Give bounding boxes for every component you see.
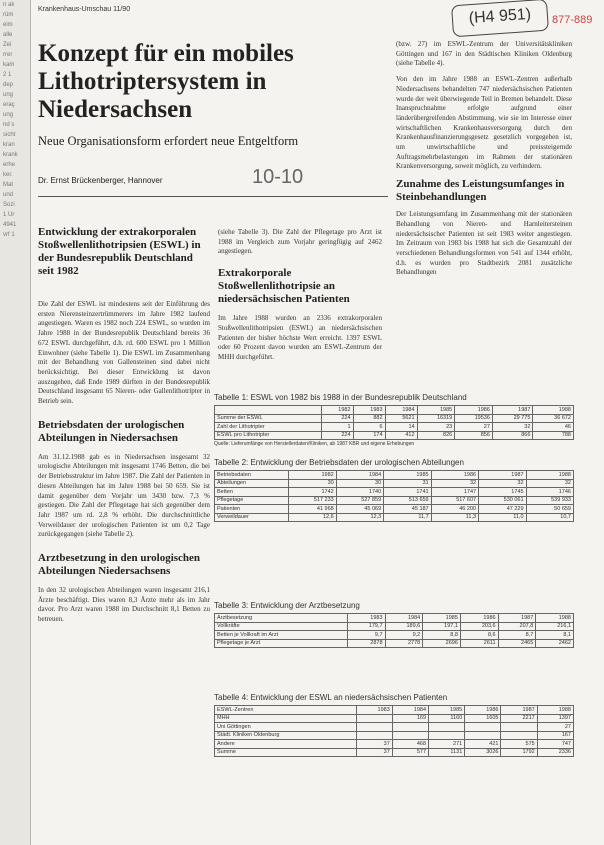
table-cell: 2462 [536, 639, 574, 648]
table-4 [214, 693, 574, 757]
table-cell: Pflegetage je Arzt [215, 639, 348, 648]
table-cell: Patienten [215, 505, 289, 514]
table-cell: 2778 [385, 639, 423, 648]
table-cell: 203,6 [460, 622, 498, 631]
table-cell: 10,7 [526, 513, 573, 522]
section-heading: Zunahme des Leistungsumfanges in Steinbehandlungen [396, 178, 565, 204]
paragraph: In den 32 urologischen Abteilungen waren insgesamt 216,1 Ärzte beschäftigt. Dies waren 8,3 Ärzte mehr als im Jahr davor. Pro Arzt waren 1988 im Durchschnitt 8,1 Betten zu betreuen. [38, 586, 210, 624]
table-cell: 1792 [501, 748, 537, 757]
table-cell: 747 [537, 740, 573, 749]
table-row [215, 431, 574, 440]
table-cell: 2878 [347, 639, 385, 648]
table-cell: 37 [356, 748, 392, 757]
table-cell: Summe der ESWL [215, 414, 322, 423]
data-table [214, 470, 574, 522]
table-cell: 216,1 [536, 622, 574, 631]
table-cell: 41 968 [289, 505, 336, 514]
table-cell: 2696 [423, 639, 461, 648]
table-cell [429, 723, 465, 732]
table-cell: 2217 [501, 714, 537, 723]
table-header-cell: 1983 [356, 706, 392, 715]
table-cell: 577 [392, 748, 428, 757]
table-cell: 866 [492, 431, 533, 440]
table-cell [392, 731, 428, 740]
table-cell: 271 [429, 740, 465, 749]
table-cell: 31 [384, 479, 431, 488]
table-header-cell: 1983 [353, 406, 385, 415]
table-cell: Andere [215, 740, 357, 749]
table-header-cell: 1987 [501, 706, 537, 715]
table-row [215, 639, 574, 648]
table-cell: Pflegetage [215, 496, 289, 505]
table-cell: 179,7 [347, 622, 385, 631]
table-cell: 46 200 [431, 505, 478, 514]
table-header-cell: 1985 [384, 471, 431, 480]
table-cell: 530 061 [479, 496, 526, 505]
table-cell: 32 [431, 479, 478, 488]
table-cell: 224 [321, 431, 353, 440]
table-cell: 12,3 [336, 513, 383, 522]
data-table [214, 405, 574, 440]
column-1 [38, 226, 210, 625]
table-row [215, 723, 574, 732]
table-header-cell: 1984 [336, 471, 383, 480]
table-cell: 12,6 [289, 513, 336, 522]
table-header-cell: 1986 [460, 614, 498, 623]
table-header-row [215, 706, 574, 715]
table-cell: 167 [537, 731, 573, 740]
archive-stamp: (H4 951) [451, 0, 549, 37]
table-row [215, 488, 574, 497]
table-row [215, 740, 574, 749]
table-header-cell: ESWL-Zentren [215, 706, 357, 715]
table-cell: Städt. Kliniken Oldenburg [215, 731, 357, 740]
table-cell: 8,8 [423, 631, 461, 640]
table-row [215, 496, 574, 505]
table-cell: 37 [356, 740, 392, 749]
table-row [215, 731, 574, 740]
table-cell: 527 859 [336, 496, 383, 505]
table-cell: 882 [353, 414, 385, 423]
table-header-cell: Betriebsdaten [215, 471, 289, 480]
table-header-cell: 1984 [385, 614, 423, 623]
table-header-cell: 1988 [537, 706, 573, 715]
paragraph: Am 31.12.1988 gab es in Niedersachsen insgesamt 32 urologische Abteilungen mit insgesamt 1746 Betten, die bei der Betriebsstruktur im Jahre 1987. Die Zahl der Patienten in diesen Abteilungen hat im Jahre 1988 bei 50 659. Sie ist damit gegenüber dem Vorjahr um 3430 bzw. 7,3 % gestiegen. Die Zahl der Pflegetage hat sich gegenüber dem Jahr 1987 um rd. 2,8 % erhöht. Die durchschnittliche Verweildauer der urologischen Patienten ist um 0,2 Tage zurückgegangen (siehe Tabelle 2). [38, 452, 210, 539]
table-cell: 826 [417, 431, 455, 440]
header-rule [38, 196, 388, 197]
table-header-cell: 1988 [533, 406, 574, 415]
paragraph: Der Leistungsumfang im Zusammenhang mit der stationären Behandlung von Nieren- und Harnleitersteinen niedersächsischer Patienten ist seit 1983 weiter angestiegen. Im Zeitraum von 1983 bis 1988 hat sich die Gesamtzahl der verschiedenen Behandlungsformen von 541 auf 1344 erhöht, d.h. es wurden pro Stadtbezirk 2081 zusätzliche Behandlungen [396, 210, 572, 277]
table-cell: 1746 [526, 488, 573, 497]
table-cell: 1747 [431, 488, 478, 497]
table-cell: Abteilungen [215, 479, 289, 488]
paragraph: Im Jahre 1988 wurden an 2336 extrakorporalen Stoßwellenlithotripsien (ESWL) an niedersächsischen Patienten der bisher höchste Wert erreicht. 1397 ESWL oder 60 Prozent davon wurden am ESWL-Zentrum der MHH durchgeführt. [218, 314, 382, 361]
table-cell [501, 731, 537, 740]
table-cell: 45 069 [336, 505, 383, 514]
table-cell: 11,0 [479, 513, 526, 522]
table-cell: 169 [392, 714, 428, 723]
table-row [215, 505, 574, 514]
table-cell: 8,7 [498, 631, 536, 640]
table-cell: Betten je Vollkraft im Arzt [215, 631, 348, 640]
table-title: Tabelle 2: Entwicklung der Betriebsdaten der urologischen Abteilungen [214, 458, 464, 467]
table-cell [392, 723, 428, 732]
table-header-cell: 1988 [526, 471, 573, 480]
table-cell: 9,7 [347, 631, 385, 640]
table-cell: 30 [336, 479, 383, 488]
table-cell: 27 [537, 723, 573, 732]
article-title: Konzept für ein mobiles Lithotriptersystem in Niedersachsen [38, 40, 294, 123]
table-cell: 1 [321, 423, 353, 432]
table-header-cell: 1985 [429, 706, 465, 715]
data-table [214, 705, 574, 757]
table-header-cell: 1983 [347, 614, 385, 623]
table-cell: 517 233 [289, 496, 336, 505]
table-cell: 575 [501, 740, 537, 749]
table-cell: Betten [215, 488, 289, 497]
table-cell: 32 [492, 423, 533, 432]
column-2 [218, 228, 382, 363]
table-cell [356, 714, 392, 723]
table-header-cell [215, 406, 322, 415]
table-cell: 45 187 [384, 505, 431, 514]
table-cell: 19536 [455, 414, 493, 423]
table-title: Tabelle 1: ESWL von 1982 bis 1988 in der Bundesrepublik Deutschland [214, 393, 467, 402]
table-row [215, 513, 574, 522]
author-line: Dr. Ernst Brückenberger, Hannover [38, 176, 163, 185]
table-cell [429, 731, 465, 740]
table-header-cell: 1982 [321, 406, 353, 415]
table-cell: 11,3 [431, 513, 478, 522]
table-cell: 8,6 [460, 631, 498, 640]
table-cell: 1745 [479, 488, 526, 497]
table-row [215, 479, 574, 488]
table-cell: 23 [417, 423, 455, 432]
table-cell: 1131 [429, 748, 465, 757]
table-cell: 468 [392, 740, 428, 749]
table-cell: 32 [479, 479, 526, 488]
table-cell: 1160 [429, 714, 465, 723]
table-cell: 1740 [336, 488, 383, 497]
table-source-note: Quelle: Lieferumfänge von Herstellerdaten/Kliniken, ab 1987 KBR und eigene Erhebungen [214, 441, 415, 447]
table-cell: 1742 [289, 488, 336, 497]
table-cell: 11,7 [384, 513, 431, 522]
section-heading: Extrakorporale Stoßwellenlithotripsie an niedersächsischen Patienten [218, 267, 350, 306]
table-cell: Verweildauer [215, 513, 289, 522]
table-header-cell: 1985 [417, 406, 455, 415]
table-header-cell: 1986 [431, 471, 478, 480]
table-cell: Summe [215, 748, 357, 757]
table-header-cell: 1986 [455, 406, 493, 415]
table-cell: Vollkräfte [215, 622, 348, 631]
table-cell: 197,1 [423, 622, 461, 631]
data-table [214, 613, 574, 648]
running-head: Krankenhaus-Umschau 11/90 [38, 6, 131, 13]
table-cell [465, 731, 501, 740]
table-cell: 5621 [385, 414, 417, 423]
article-subtitle: Neue Organisationsform erfordert neue Entgeltform [38, 134, 299, 148]
table-cell: Uni Göttingen [215, 723, 357, 732]
table-cell [501, 723, 537, 732]
table-1 [214, 393, 574, 447]
paragraph: Die Zahl der ESWL ist mindestens seit der Einführung des ersten Nierensteinzertrümmerers im Jahre 1982 laufend angestiegen. Waren es 1982 noch 224 ESWL, so wurden im Jahre 1988 in der Bundesrepublik Deutschland bereits 36 672 ESWL durchgeführt, d.h. rd. 600 ESWL pro 1 Million Einwohner (siehe Tabelle 1). Die ESWL im Zusammenhang mit der Behandlung von Gallensteinen sind dabei nicht berücksichtigt. Bei dieser Entwicklung ist davon auszugehen, daß Ende 1989 dürften in der Bundesrepublik Deutschland insgesamt 65 Nieren- oder Gallenlithotripter in Betrieb sein. [38, 300, 210, 406]
table-cell: 517 607 [431, 496, 478, 505]
table-cell: 421 [465, 740, 501, 749]
table-cell [356, 723, 392, 732]
table-cell: 174 [353, 431, 385, 440]
table-cell: 14 [385, 423, 417, 432]
table-cell: 2611 [460, 639, 498, 648]
table-2 [214, 458, 574, 522]
table-cell: MHH [215, 714, 357, 723]
paragraph: (bzw. 27) im ESWL-Zentrum der Universitätskliniken Göttingen und 167 in den Städtischen Kliniken Oldenburg (siehe Tabelle 4). [396, 40, 572, 68]
table-cell: 2336 [537, 748, 573, 757]
handwritten-page-range: 877-889 [552, 14, 593, 26]
table-row [215, 631, 574, 640]
table-cell: 8,1 [536, 631, 574, 640]
table-cell: 16319 [417, 414, 455, 423]
table-header-cell: 1984 [385, 406, 417, 415]
table-header-cell: 1987 [492, 406, 533, 415]
table-row [215, 423, 574, 432]
table-cell: 27 [455, 423, 493, 432]
table-cell: 539 933 [526, 496, 573, 505]
column-3 [396, 40, 572, 278]
table-row [215, 714, 574, 723]
table-cell: 47 229 [479, 505, 526, 514]
table-header-cell: 1987 [498, 614, 536, 623]
table-cell [465, 723, 501, 732]
table-cell: 224 [321, 414, 353, 423]
table-header-cell: 1984 [392, 706, 428, 715]
table-cell: 46 [533, 423, 574, 432]
table-cell: Zahl der Lithotripter [215, 423, 322, 432]
table-header-cell: 1986 [465, 706, 501, 715]
paragraph: Von den im Jahre 1988 an ESWL-Zentren außerhalb Niedersachsens behandelten 747 niedersächsischen Patienten wurde der weit überwiegende Teil in Bremen behandelt. Diese Inanspruchnahme erfolgte aufgrund einer länderübergreifenden Abstimmung, wie sie im Interesse einer wirtschaftlichen Krankenhausversorgung durch den Krankenhausfinanzierungsgesetz gesetzlich vorgegeben ist, um unwirtschaftliche und preissteigernde Auftragsmehrbelastungen im Rahmen der stationären Krankenversorgung, soweit möglich, zu verhindern. [396, 75, 572, 171]
table-cell [356, 731, 392, 740]
table-cell: 9,2 [385, 631, 423, 640]
table-cell: 6 [353, 423, 385, 432]
table-cell: 788 [533, 431, 574, 440]
table-header-cell: 1985 [423, 614, 461, 623]
section-heading: Entwicklung der extrakorporalen Stoßwellenlithotripsien (ESWL) in der Bundesrepublik Deutschland seit 1982 [38, 226, 201, 277]
table-title: Tabelle 4: Entwicklung der ESWL an niedersächsischen Patienten [214, 693, 448, 702]
table-cell: 50 659 [526, 505, 573, 514]
table-header-row [215, 406, 574, 415]
table-3 [214, 601, 574, 648]
table-cell: 189,6 [385, 622, 423, 631]
table-cell: ESWL pro Lithotripter [215, 431, 322, 440]
table-header-cell: 1987 [479, 471, 526, 480]
paragraph: (siehe Tabelle 3). Die Zahl der Pflegetage pro Arzt ist 1988 im Vergleich zum Vorjahr geringfügig auf 2462 angestiegen. [218, 228, 382, 256]
section-heading: Betriebsdaten der urologischen Abteilungen in Niedersachsen [38, 418, 185, 444]
section-heading: Arztbesetzung in den urologischen Abteilungen Niedersachsens [38, 552, 201, 578]
table-cell: 3026 [465, 748, 501, 757]
table-header-cell: 1982 [289, 471, 336, 480]
adjacent-page-edge: n ak rüm eim alle Zei rrer kam 2 1 dep ung eraç ung nd s sicht kran krank erhe ker. Mat und Sozi 1 Ur 4941 vrf 1 [0, 0, 31, 845]
table-header-row [215, 471, 574, 480]
table-cell: 29 775 [492, 414, 533, 423]
table-row [215, 622, 574, 631]
table-cell: 412 [385, 431, 417, 440]
table-cell: 513 659 [384, 496, 431, 505]
table-cell: 2465 [498, 639, 536, 648]
table-cell: 1605 [465, 714, 501, 723]
table-cell: 856 [455, 431, 493, 440]
table-header-cell: 1988 [536, 614, 574, 623]
table-cell: 32 [526, 479, 573, 488]
table-cell: 30 [289, 479, 336, 488]
table-cell: 207,8 [498, 622, 536, 631]
table-cell: 36 672 [533, 414, 574, 423]
table-row [215, 414, 574, 423]
table-cell: 1397 [537, 714, 573, 723]
table-header-row [215, 614, 574, 623]
table-cell: 1741 [384, 488, 431, 497]
table-row [215, 748, 574, 757]
table-header-cell: Arztbesetzung [215, 614, 348, 623]
table-title: Tabelle 3: Entwicklung der Arztbesetzung [214, 601, 360, 610]
handwritten-note: 10-10 [252, 166, 304, 188]
